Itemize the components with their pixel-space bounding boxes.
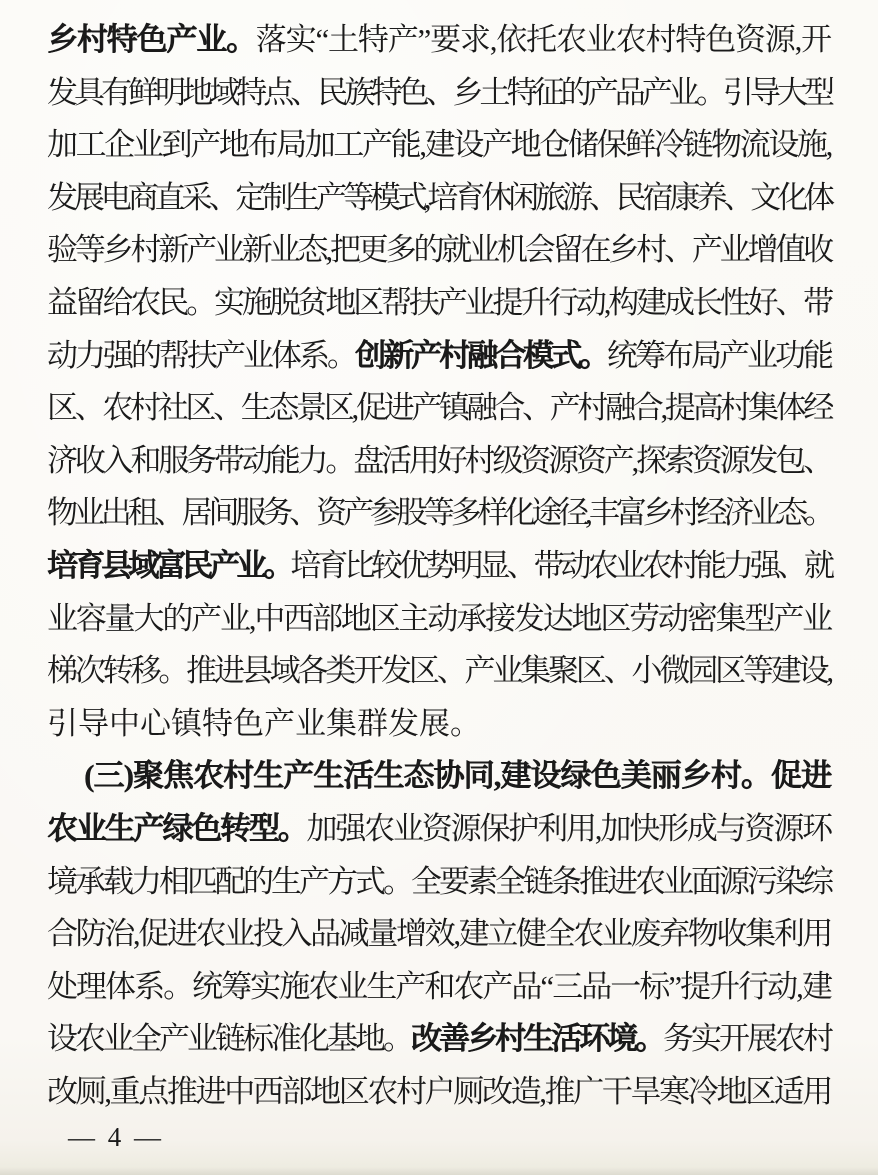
text-segment: 合防治,促进农业投入品减量增效,建立健全农业废弃物收集利用 — [47, 916, 831, 952]
text-line — [47, 645, 831, 698]
text-segment: 引导中心镇特色产业集群发展。 — [47, 705, 481, 741]
text-line — [47, 856, 831, 909]
text-line — [47, 1066, 831, 1119]
text-line — [47, 698, 831, 751]
text-segment: 加工企业到产地布局加工产能,建设产地仓储保鲜冷链物流设施, — [47, 127, 831, 163]
text-line — [47, 382, 831, 435]
text-line — [47, 67, 831, 120]
text-segment: 处理体系。统筹实施农业生产和农产品“三品一标”提升行动,建 — [47, 968, 831, 1004]
text-segment-bold: (三)聚焦农村生产生活生态协同,建设绿色美丽乡村。促进 — [84, 758, 831, 794]
text-line — [47, 908, 831, 961]
page-number: — 4 — — [68, 1122, 164, 1152]
text-segment: 加强农业资源保护利用,加快形成与资源环 — [306, 810, 832, 846]
text-segment: 验等乡村新产业新业态,把更多的就业机会留在乡村、产业增值收 — [47, 232, 831, 268]
text-line — [47, 277, 831, 330]
text-segment: 境承载力相匹配的生产方式。全要素全链条推进农业面源污染综 — [47, 863, 831, 899]
text-segment: 区、农村社区、生态景区,促进产镇融合、产村融合,提高村集体经 — [47, 390, 831, 426]
text-line — [47, 435, 831, 488]
text-segment: 落实“土特产”要求,依托农业农村特色资源,开 — [255, 22, 831, 57]
text-segment: 益留给农民。实施脱贫地区帮扶产业提升行动,构建成长性好、带 — [47, 284, 831, 320]
text-line — [47, 330, 831, 383]
text-line — [47, 803, 831, 856]
text-block — [47, 14, 831, 1118]
text-line — [47, 961, 831, 1014]
text-segment-bold: 培育县域富民产业。 — [47, 547, 291, 583]
text-line — [47, 1013, 831, 1066]
text-segment: 发展电商直采、定制生产等模式,培育休闲旅游、民宿康养、文化体 — [47, 179, 831, 215]
text-segment: 业容量大的产业,中西部地区主动承接发达地区劳动密集型产业 — [47, 600, 831, 636]
text-segment: 物业出租、居间服务、资产参股等多样化途径,丰富乡村经济业态。 — [47, 495, 831, 531]
text-segment: 统筹布局产业功能 — [607, 337, 831, 373]
text-segment: 梯次转移。推进县域各类开发区、产业集聚区、小微园区等建设, — [47, 653, 831, 689]
text-line — [47, 172, 831, 225]
text-segment: 改厕,重点推进中西部地区农村户厕改造,推广干旱寒冷地区适用 — [47, 1073, 831, 1109]
text-segment: 济收入和服务带动能力。盘活用好村级资源资产,探索资源发包、 — [47, 442, 831, 478]
text-segment-bold: 农业生产绿色转型。 — [47, 810, 307, 846]
text-line — [47, 487, 831, 540]
text-segment: 发具有鲜明地域特点、民族特色、乡土特征的产品产业。引导大型 — [47, 74, 831, 110]
text-segment: 培育比较优势明显、带动农业农村能力强、就 — [290, 547, 832, 583]
text-line — [47, 750, 831, 803]
text-line — [47, 540, 831, 593]
text-segment-bold: 改善乡村生活环境。 — [411, 1021, 663, 1057]
text-segment: 设农业全产业链标准化基地。 — [47, 1021, 411, 1057]
text-line — [47, 119, 831, 172]
text-line — [47, 593, 831, 646]
text-segment: 动力强的帮扶产业体系。 — [47, 337, 355, 373]
text-segment: 务实开展农村 — [663, 1021, 831, 1057]
text-line — [47, 14, 831, 67]
text-line — [47, 224, 831, 277]
text-segment-bold: 乡村特色产业。 — [47, 22, 256, 57]
text-segment-bold: 创新产村融合模式。 — [355, 337, 607, 373]
scan-edge-shadow — [0, 1167, 878, 1175]
